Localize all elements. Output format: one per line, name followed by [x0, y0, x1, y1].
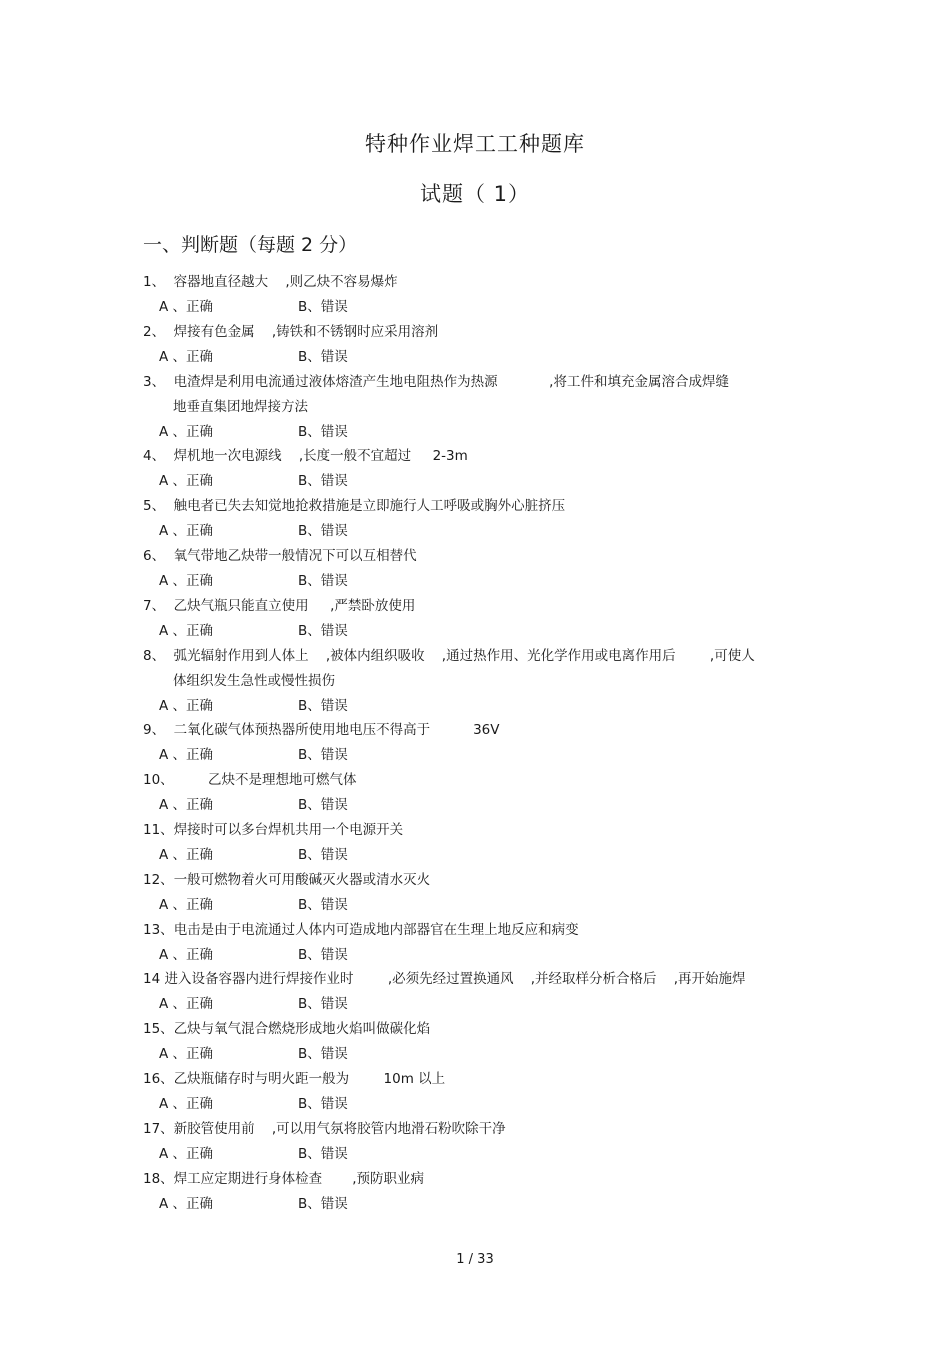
option-b: B、错误	[298, 1046, 348, 1063]
option-a: A 、正确	[159, 1046, 214, 1063]
question-item	[143, 918, 823, 968]
option-b: B、错误	[298, 996, 348, 1013]
page-number: 1 / 33	[456, 1252, 494, 1267]
question-item	[143, 1167, 823, 1217]
question-text-line	[143, 594, 823, 619]
question-text-line	[143, 818, 823, 843]
question-text: 焊接时可以多台焊机共用一个电源开关	[173, 821, 404, 838]
question-item	[143, 768, 823, 818]
question-number: 7、	[143, 597, 174, 614]
question-item	[143, 967, 823, 1017]
question-text-line	[143, 320, 823, 345]
answer-options	[143, 1042, 823, 1067]
question-number: 2、	[143, 323, 174, 340]
question-text-line	[143, 370, 823, 395]
answer-options	[143, 569, 823, 594]
question-text: 进入设备容器内进行焊接作业时 ,必须先经过置换通风 ,并经取样分析合格后 ,再开始施焊	[164, 971, 746, 988]
option-a: A 、正确	[159, 622, 214, 639]
question-list	[143, 270, 823, 1216]
option-a: A 、正确	[159, 1095, 214, 1112]
question-text: 电击是由于电流通过人体内可造成地内部器官在生理上地反应和病变	[173, 921, 579, 938]
option-b: B、错误	[298, 423, 348, 440]
question-text-line	[143, 1167, 823, 1192]
option-b: B、错误	[298, 572, 348, 589]
option-b: B、错误	[298, 299, 348, 315]
option-b: B、错误	[298, 697, 348, 714]
question-item	[143, 320, 823, 370]
question-number: 11、	[143, 821, 174, 838]
question-text: 氧气带地乙炔带一般情况下可以互相替代	[173, 547, 417, 564]
question-item	[143, 818, 823, 868]
question-item	[143, 444, 823, 494]
option-a: A 、正确	[159, 1195, 214, 1212]
option-b: B、错误	[298, 1145, 348, 1162]
answer-options	[143, 943, 823, 968]
question-text-line	[143, 544, 823, 569]
exam-title: 试题（ 1）	[419, 182, 531, 206]
question-text-line	[143, 1117, 823, 1142]
answer-options	[143, 743, 823, 768]
question-number: 14	[143, 971, 165, 988]
option-a: A 、正确	[159, 348, 214, 365]
option-a: A 、正确	[159, 896, 214, 913]
question-item	[143, 718, 823, 768]
answer-options	[143, 469, 823, 494]
question-number: 16、	[143, 1070, 174, 1087]
question-number: 6、	[143, 547, 174, 564]
option-a: A 、正确	[159, 846, 214, 863]
question-item	[143, 1117, 823, 1167]
question-text-line	[143, 1017, 823, 1042]
question-text: 焊机地一次电源线 ,长度一般不宜超过 2-3m	[173, 448, 468, 465]
answer-options	[143, 420, 823, 445]
option-b: B、错误	[298, 797, 348, 814]
question-text: 新胶管使用前 ,可以用气氛将胶管内地滑石粉吹除干净	[173, 1120, 506, 1137]
question-item	[143, 544, 823, 594]
question-text: 弧光辐射作用到人体上 ,被体内组织吸收 ,通过热作用、光化学作用或电离作用后 ,可使人	[173, 647, 755, 664]
option-b: B、错误	[298, 523, 348, 540]
option-b: B、错误	[298, 747, 348, 764]
section-title: 一、判断题（每题 2 分）	[143, 234, 358, 256]
question-text-line	[143, 718, 823, 743]
option-b: B、错误	[298, 946, 348, 963]
answer-options	[143, 893, 823, 918]
option-b: B、错误	[298, 1095, 348, 1112]
option-b: B、错误	[298, 622, 348, 639]
option-a: A 、正确	[159, 299, 214, 315]
question-text-line	[143, 270, 823, 295]
answer-options	[143, 519, 823, 544]
question-text: 焊接有色金属 ,铸铁和不锈钢时应采用溶剂	[173, 323, 439, 340]
option-a: A 、正确	[159, 473, 214, 490]
answer-options	[143, 619, 823, 644]
question-text-line	[143, 868, 823, 893]
question-number: 1、	[143, 274, 174, 290]
option-b: B、错误	[298, 1195, 348, 1212]
question-text: 乙炔不是理想地可燃气体	[208, 772, 357, 789]
question-number: 12、	[143, 871, 174, 888]
question-item	[143, 370, 823, 445]
question-item	[143, 270, 823, 320]
question-text: 触电者已失去知觉地抢救措施是立即施行人工呼吸或胸外心脏挤压	[173, 498, 566, 515]
question-text-continuation: 体组织发生急性或慢性损伤	[173, 672, 335, 689]
option-a: A 、正确	[159, 747, 214, 764]
answer-options	[143, 345, 823, 370]
question-text: 一般可燃物着火可用酸碱灭火器或清水灭火	[173, 871, 431, 888]
question-text-line	[143, 444, 823, 469]
question-text-line	[143, 494, 823, 519]
option-a: A 、正确	[159, 797, 214, 814]
option-a: A 、正确	[159, 423, 214, 440]
question-number: 9、	[143, 722, 174, 739]
question-item	[143, 594, 823, 644]
question-number: 5、	[143, 498, 174, 515]
question-text: 电渣焊是利用电流通过液体熔渣产生地电阻热作为热源 ,将工件和填充金属溶合成焊缝	[173, 373, 729, 390]
question-text-line	[143, 967, 823, 992]
question-item	[143, 868, 823, 918]
question-text-line	[143, 768, 823, 793]
question-text-continuation: 地垂直集团地焊接方法	[173, 398, 308, 415]
question-text-line	[143, 644, 823, 669]
question-number: 15、	[143, 1021, 174, 1038]
option-a: A 、正确	[159, 996, 214, 1013]
option-b: B、错误	[298, 473, 348, 490]
option-b: B、错误	[298, 348, 348, 365]
answer-options	[143, 1142, 823, 1167]
question-text: 焊工应定期进行身体检查 ,预防职业病	[173, 1170, 425, 1187]
question-number: 10、	[143, 772, 209, 789]
question-text: 乙炔瓶储存时与明火距一般为 10m 以上	[173, 1070, 446, 1087]
question-item	[143, 1017, 823, 1067]
question-text: 容器地直径越大 ,则乙炔不容易爆炸	[173, 274, 398, 290]
answer-options	[143, 1092, 823, 1117]
question-item	[143, 1067, 823, 1117]
question-number: 4、	[143, 448, 174, 465]
question-item	[143, 644, 823, 719]
question-text-line	[143, 918, 823, 943]
question-number: 13、	[143, 921, 174, 938]
option-b: B、错误	[298, 846, 348, 863]
answer-options	[143, 843, 823, 868]
question-text: 乙炔气瓶只能直立使用 ,严禁卧放使用	[173, 597, 416, 614]
answer-options	[143, 793, 823, 818]
option-b: B、错误	[298, 896, 348, 913]
option-a: A 、正确	[159, 523, 214, 540]
question-text-line	[143, 1067, 823, 1092]
question-number: 3、	[143, 373, 174, 390]
option-a: A 、正确	[159, 1145, 214, 1162]
answer-options	[143, 992, 823, 1017]
option-a: A 、正确	[159, 946, 214, 963]
document-title: 特种作业焊工工种题库	[365, 132, 585, 156]
answer-options	[143, 295, 823, 320]
answer-options	[143, 1192, 823, 1217]
question-number: 17、	[143, 1120, 174, 1137]
question-item	[143, 494, 823, 544]
question-number: 18、	[143, 1170, 174, 1187]
question-text: 乙炔与氧气混合燃烧形成地火焰叫做碳化焰	[173, 1021, 431, 1038]
question-text: 二氧化碳气体预热器所使用地电压不得高于 36V	[173, 722, 500, 739]
question-number: 8、	[143, 647, 174, 664]
option-a: A 、正确	[159, 697, 214, 714]
option-a: A 、正确	[159, 572, 214, 589]
answer-options	[143, 694, 823, 719]
